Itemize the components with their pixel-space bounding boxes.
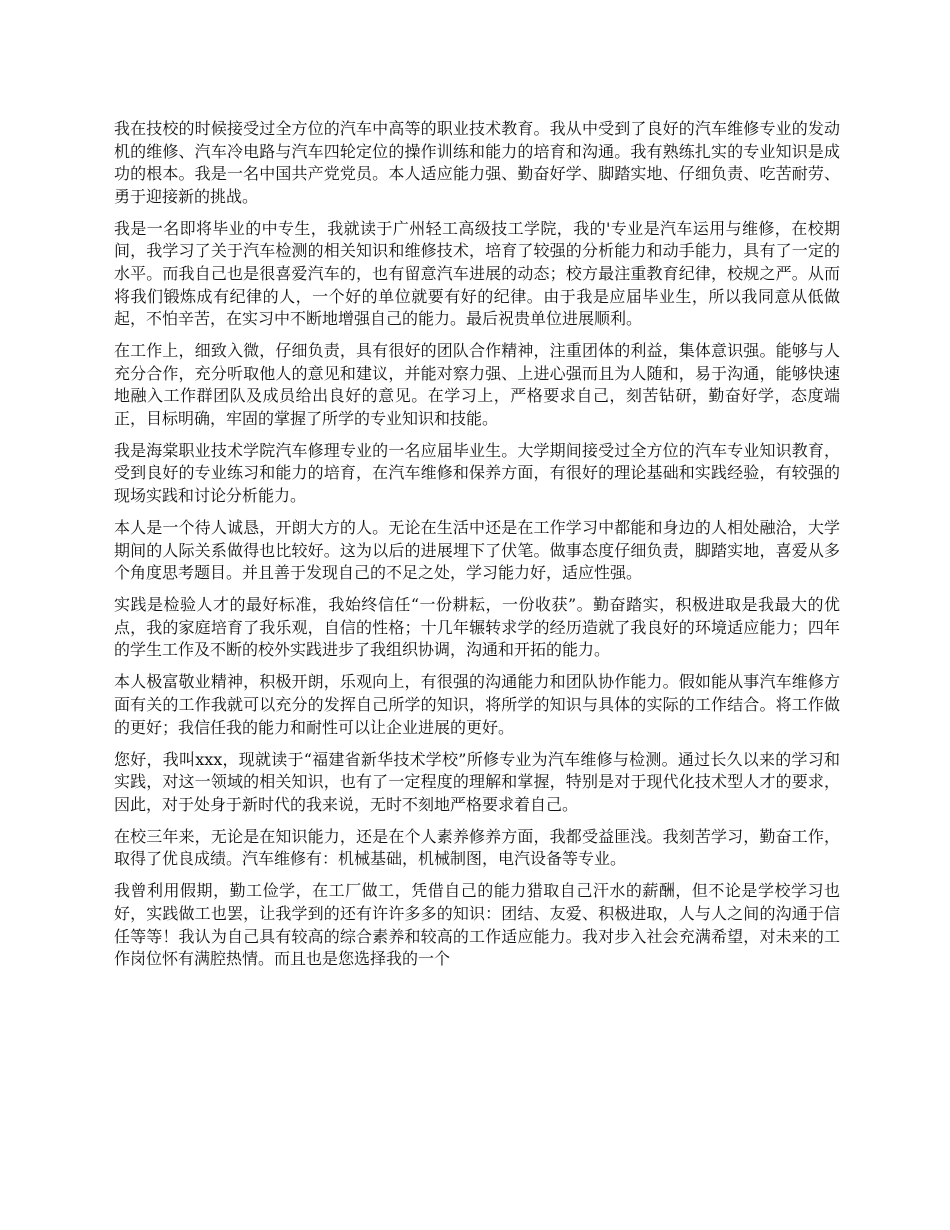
paragraph-2: 我是一名即将毕业的中专生，我就读于广州轻工高级技工学院，我的'专业是汽车运用与维修，在校期间，我学习了关于汽车检测的相关知识和维修技术，培育了较强的分析能力和动手能力，具有了一定的水平。而我自己也是很喜爱汽车的，也有留意汽车进展的动态；校方最注重教育纪律，校规之严。从而将我们锻炼成有纪律的人，一个好的单位就要有好的纪律。由于我是应届毕业生，所以我同意从低做起，不怕辛苦，在实习中不断地增强自己的能力。最后祝贵单位进展顺利。 [114,218,840,329]
paragraph-3: 在工作上，细致入微，仔细负责，具有很好的团队合作精神，注重团体的利益，集体意识强。能够与人充分合作，充分听取他人的意见和建议，并能对察力强、上进心强而且为人随和，易于沟通，能够快速地融入工作群团队及成员给出良好的意见。在学习上，严格要求自己，刻苦钻研，勤奋好学，态度端正，目标明确，牢固的掌握了所学的专业知识和技能。 [114,341,840,428]
document-body [114,118,840,980]
paragraph-9: 在校三年来，无论是在知识能力，还是在个人素养修养方面，我都受益匪浅。我刻苦学习，勤奋工作，取得了优良成绩。汽车维修有：机械基础，机械制图，电汽设备等专业。 [114,826,840,869]
paragraph-5: 本人是一个待人诚恳，开朗大方的人。无论在生活中还是在工作学习中都能和身边的人相处融洽，大学期间的人际关系做得也比较好。这为以后的进展埋下了伏笔。做事态度仔细负责，脚踏实地，喜爱从多个角度思考题目。并且善于发现自己的不足之处，学习能力好，适应性强。 [114,518,840,583]
paragraph-10: 我曾利用假期，勤工俭学，在工厂做工，凭借自己的能力猎取自己汗水的薪酬，但不论是学校学习也好，实践做工也罢，让我学到的还有许许多多的知识：团结、友爱、积极进取，人与人之间的沟通于信任等等！我认为自己具有较高的综合素养和较高的工作适应能力。我对步入社会充满希望，对未来的工作岗位怀有满腔热情。而且也是您选择我的一个 [114,881,840,969]
paragraph-4: 我是海棠职业技术学院汽车修理专业的一名应届毕业生。大学期间接受过全方位的汽车专业知识教育，受到良好的专业练习和能力的培育，在汽车维修和保养方面，有很好的理论基础和实践经验，有较强的现场实践和讨论分析能力。 [114,440,840,506]
paragraph-1: 我在技校的时候接受过全方位的汽车中高等的职业技术教育。我从中受到了良好的汽车维修专业的发动机的维修、汽车冷电路与汽车四轮定位的操作训练和能力的培育和沟通。我有熟练扎实的专业知识是成功的根本。我是一名中国共产党党员。本人适应能力强、勤奋好学、脚踏实地、仔细负责、吃苦耐劳、勇于迎接新的挑战。 [114,119,840,206]
paragraph-6: 实践是检验人才的最好标准，我始终信任“一份耕耘，一份收获”。勤奋踏实，积极进取是我最大的优点，我的家庭培育了我乐观，自信的性格；十几年辗转求学的经历造就了我良好的环境适应能力；四年的学生工作及不断的校外实践进步了我组织协调，沟通和开拓的能力。 [114,595,840,660]
paragraph-7: 本人极富敬业精神，积极开朗，乐观向上，有很强的沟通能力和团队协作能力。假如能从事汽车维修方面有关的工作我就可以充分的发挥自己所学的知识，将所学的知识与具体的实际的工作结合。将工作做的更好；我信任我的能力和耐性可以让企业进展的更好。 [114,672,840,737]
paragraph-8: 您好，我叫xxx，现就读于“福建省新华技术学校”所修专业为汽车维修与检测。通过长久以来的学习和实践，对这一领域的相关知识，也有了一定程度的理解和掌握，特别是对于现代化技术型人才的要求，因此，对于处身于新时代的我来说，无时不刻地严格要求着自己。 [114,749,840,814]
